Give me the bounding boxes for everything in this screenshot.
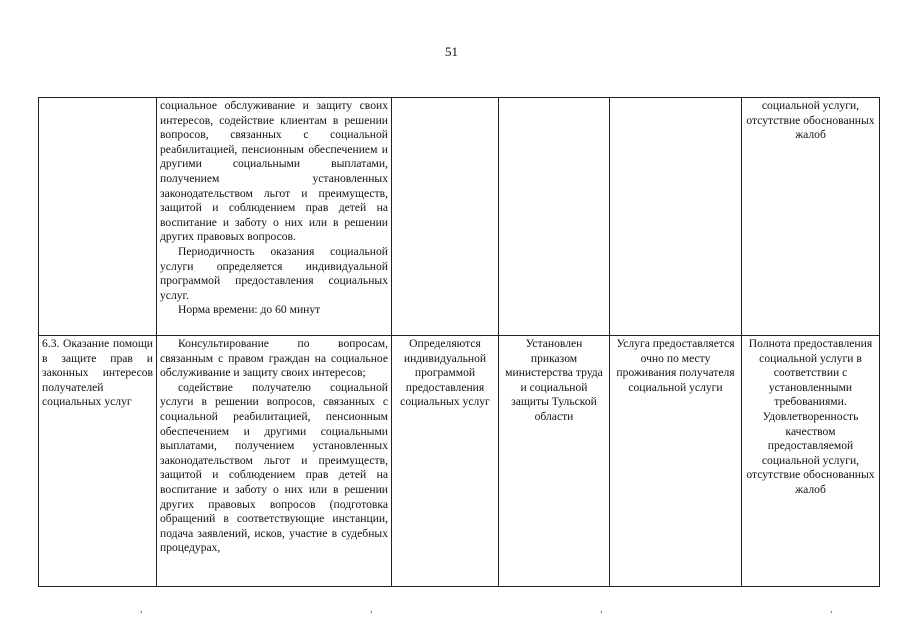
- cell-quality-indicators: социальной услуги, отсутствие обоснованных жалоб: [742, 98, 880, 336]
- cell-terms: [610, 98, 742, 336]
- content-paragraph: содействие получателю социальной услуги в решении вопросов, связанных с социальной реабилитацией, пенсионным обеспечением и другими социальными выплатами, получением установленных законодательством льгот и преимуществ, защитой и соблюдением прав детей на воспитание и заботу о них или в решении других правовых вопросов (подготовка обращений в соответствующие инстанции, подача заявлений, исков, участие в судебных процедурах,: [160, 380, 388, 555]
- table-row: [39, 98, 880, 336]
- bottom-marks: [0, 604, 903, 614]
- cell-service-content: [157, 336, 392, 587]
- cell-quality-indicators: Полнота предоставления социальной услуги в соответствии с установленными требованиями. Удовлетворенность качеством предоставляемой социальной услуги, отсутствие обоснованных жалоб: [742, 336, 880, 587]
- cell-volume: Определяются индивидуальной программой предоставления социальных услуг: [392, 336, 499, 587]
- cell-volume: [392, 98, 499, 336]
- cell-tariff: Установлен приказом министерства труда и социальной защиты Тульской области: [499, 336, 610, 587]
- scan-mark: ,: [140, 604, 143, 615]
- cell-terms: Услуга предоставляется очно по месту проживания получателя социальной услуги: [610, 336, 742, 587]
- table-row: [39, 336, 880, 587]
- scan-mark: ,: [600, 604, 603, 615]
- cell-service-content: [157, 98, 392, 336]
- cell-service-name: 6.3. Оказание помощи в защите прав и законных интересов получателей социальных услуг: [39, 336, 157, 587]
- content-paragraph: Периодичность оказания социальной услуги определяется индивидуальной программой предоставления социальных услуг.: [160, 244, 388, 302]
- scan-mark: ,: [830, 604, 833, 615]
- scan-mark: ,: [370, 604, 373, 615]
- cell-service-name: [39, 98, 157, 336]
- page-number: 51: [445, 44, 458, 59]
- content-paragraph: социальное обслуживание и защиту своих интересов, содействие клиентам в решении вопросов, связанных с социальной реабилитацией, пенсионным обеспечением и другими социальными выплатами, получением установленных законодательством льгот и преимуществ, защитой и соблюдением прав детей на воспитание и заботу о них или в решении других правовых вопросов.: [160, 99, 388, 244]
- cell-tariff: [499, 98, 610, 336]
- content-paragraph: Консультирование по вопросам, связанным с правом граждан на социальное обслуживание и защиту своих интересов;: [160, 337, 388, 380]
- services-table: [38, 97, 880, 587]
- content-paragraph: Норма времени: до 60 минут: [178, 303, 321, 317]
